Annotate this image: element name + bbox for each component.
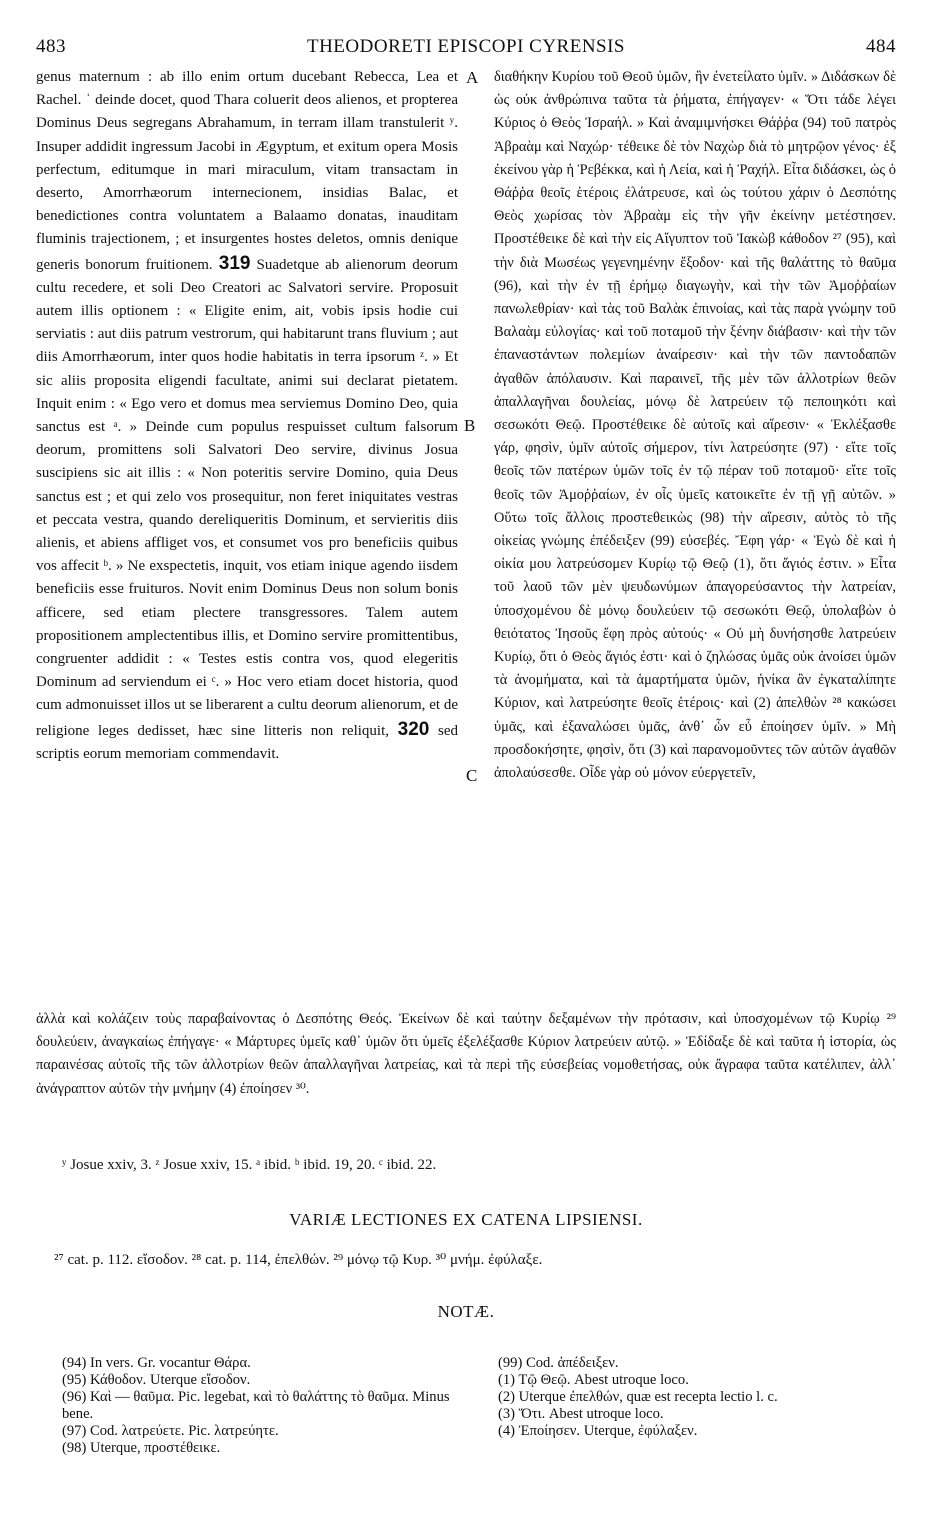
- margin-letter-c: C: [466, 766, 478, 785]
- page-number-left: 483: [36, 36, 66, 57]
- latin-column: [36, 66, 458, 766]
- margin-letter-b: B: [464, 416, 476, 435]
- note-98: (98) Uterque, προστέθεικε.: [62, 1440, 221, 1456]
- note-2: (2) Uterque ἐπελθών, quæ est recepta lectio l. c.: [498, 1389, 778, 1405]
- greek-column: [494, 66, 896, 785]
- notes-right-column: [498, 1355, 898, 1440]
- latin-text-2: Suadetque ab alienorum deorum cultu recedere, et soli Deo Creatori ac Salvatori servire. Proposuit autem illis optionem : « Eligite enim, ait, vobis ipsis hodie cui serviatis : aut diis patrum vestrorum, qui habitarunt trans fluvium ; aut diis Amorrhæorum, inter quos hodie habitatis in terra ipsorum ᶻ. » Et sic aliis proposita eligendi facultate, animi sui declarat pietatem. Inquit enim : « Ego vero et domus mea serviemus Domino Deo, quia sanctus est ᵃ. » Deinde cum populus respuisset cultum falsorum deorum, promittens soli Salvatori Deo servire, divinus Josua suscipiens sic ait illis : « Non poteritis servire Domino, quia Deus sanctus est ; et qui zelo vos prosequitur, non feret iniquitates vestras et peccata vestra, quando dereliqueritis Dominum, et servieritis diis alienis, et abiens affliget vos, et consumet vos pro beneficiis quibus vos affecit ᵇ. » Ne exspectetis, inquit, vos etiam inique agendo iisdem beneficiis esse fruituros. Novit enim Dominus Deus non solum bonis afficere, sed etiam plectere transgressores. Talem autem propositionem amplectentibus illis, et Domino servire promittentibus, congruenter addidit : « Testes estis contra vos, quod elegeritis Dominum ad serviendum ei ᶜ. » Hoc vero etiam docet historia, quod cum admonuisset illos ut se liberarent a cultu deorum alienorum, et de religione leges dedisset, hæc sine litteris non reliquit,: [36, 256, 459, 739]
- variae-lectiones: ²⁷ cat. p. 112. εἴσοδον. ²⁸ cat. p. 114, ἐπελθών. ²⁹ μόνῳ τῷ Κυρ. ³⁰ μνήμ. ἐφύλαξε.: [54, 1252, 543, 1268]
- latin-text-3: sed scriptis eorum memoriam commendavit.: [36, 722, 459, 762]
- running-title: THEODORETI EPISCOPI CYRENSIS: [306, 36, 626, 57]
- greek-continuation: ἀλλὰ καὶ κολάζειν τοὺς παραβαίνοντας ὁ Δεσπότης Θεός. Ἐκείνων δὲ καὶ ταύτην δεξαμένων τὴν πρότασιν, καὶ ὑποσχομένων τῷ Κυρίῳ ²⁹ δουλεύειν, ἀναγκαίως ἐπήγαγε· « Μάρτυρες ὑμεῖς καθ᾽ ὑμῶν ὅτι ὑμεῖς ἐξελέξασθε Κύριον λατρεύειν αὐτῷ. » Ἐδίδαξε δὲ καὶ ταῦτα ἡ ἱστορία, ὡς παραινέσας αὐτοῖς τῆς τῶν ἀλλοτρίων θεῶν ἀπαλλαγῆναι λατρείας, καὶ τὰ περὶ τῆς εὐσεβείας νομοθετήσας, οὐκ ἄγραφα ταῦτα κατέλιπεν, ἀλλ᾽ ἀνάγραπτον αὐτῶν τὴν μνήμην (4) ἐποίησεν ³⁰.: [36, 1011, 896, 1097]
- scripture-references: ʸ Josue xxiv, 3. ᶻ Josue xxiv, 15. ᵃ ibid. ᵇ ibid. 19, 20. ᶜ ibid. 22.: [62, 1157, 437, 1173]
- notes-left-column: [62, 1355, 482, 1457]
- note-99: (99) Cod. ἀπέδειξεν.: [498, 1355, 619, 1371]
- note-3: (3) Ὅτι. Abest utroque loco.: [498, 1406, 664, 1422]
- notae-heading: NOTÆ.: [437, 1302, 495, 1321]
- latin-text-1: genus maternum : ab illo enim ortum ducebant Rebecca, Lea et Rachel. ˈ deinde docet, quod Thara coluerit deos alienos, et propterea Dominus Deus segregans Abrahamum, in terram illam transtulerit ʸ. Insuper addidit ingressum Jacobi in Ægyptum, et exitum opera Mosis perfectum, editumque in mari miraculum, vitam transactam in deserto, Amorrhæorum internecionem, insidias Balac, et benedictiones contra voluntatem a Balaamo donatas, inauditam fluminis trajectionem, ; et insurgentes hostes deletos, omnis denique generis bonorum fruitionem.: [36, 69, 458, 273]
- variae-lectiones-heading: VARIÆ LECTIONES EX CATENA LIPSIENSI.: [289, 1210, 643, 1229]
- note-95: (95) Κάθοδον. Uterque εἴσοδον.: [62, 1372, 251, 1388]
- page-number-right: 484: [866, 36, 896, 57]
- greek-text: διαθήκην Κυρίου τοῦ Θεοῦ ὑμῶν, ἣν ἐνετείλατο ὑμῖν. » Διδάσκων δὲ ὡς οὐκ ἀνθρώπινα ταῦτα τὰ ῥήματα, ἐπήγαγεν· « Ὅτι τάδε λέγει Κύριος ὁ Θεὸς Ἰσραήλ. » Καὶ ἀναμιμνήσκει Θάῤῥα (94) τοῦ πατρὸς Ἀβραὰμ καὶ Ναχώρ· τέθεικε δὲ τὸν Ναχὼρ διὰ τὸ μητρῷον γένος· ἐξ ἐκείνου γὰρ ἡ Ῥεβέκκα, καὶ ἡ Λεία, καὶ ἡ Ῥαχήλ. Εἶτα διδάσκει, ὡς ὁ Θάῤῥα θεοῖς ἑτέροις ἐλάτρευσε, καὶ ὡς τούτου χάριν ὁ Δεσπότης Θεὸς χωρίσας τὸν Ἀβραὰμ εἰς τὴν γῆν ἐκείνην μετέστησεν. Προστέθεικε δὲ καὶ τὴν εἰς Αἴγυπτον τοῦ Ἰακὼβ κάθοδον ²⁷ (95), καὶ τὴν διὰ Μωσέως γεγενημένην ἔξοδον· καὶ τῆς θαλάττης τὸ θαῦμα (96), καὶ τὴν ἐν τῇ ἐρήμῳ διαγωγὴν, καὶ τὴν τῶν Ἀμοῤῥαίων πανωλεθρίαν· καὶ τὰς τοῦ Βαλὰκ ἐπινοίας, καὶ τὰς παρὰ γνώμην τοῦ Βαλαὰμ εὐλογίας· καὶ τοῦ ποταμοῦ τὴν ξένην διάβασιν· καὶ τὴν τῶν ἐπαναστάντων πολεμίων ἀναίρεσιν· καὶ τὴν τῶν παντοδαπῶν ἀγαθῶν ἀπόλαυσιν. Καὶ παραινεῖ, τῆς μὲν τῶν ἀλλοτρίων θεῶν ἀπαλλαγῆναι δουλείας, μόνῳ δὲ λατρεύειν τῷ πεποιηκότι καὶ σεσωκότι Θεῷ. Προστέθεικε δὲ αὐτοῖς καὶ αἵρεσιν· « Ἐκλέξασθε γάρ, φησὶν, ὑμῖν αὐτοῖς σήμερον, τίνι λατρεύσητε (97) · εἴτε τοῖς θεοῖς τῶν πατέρων ὑμῶν τοῖς ἐν τῷ πέραν τοῦ ποταμοῦ· εἴτε τοῖς θεοῖς τῶν Ἀμοῤῥαίων, ἐν οἷς ὑμεῖς κατοικεῖτε ἐν τῇ γῇ αὐτῶν. » Οὕτω τοῖς ἄλλοις προστεθεικὼς (98) τὴν αἵρεσιν, αὐτὸς τὸ τῆς οἰκείας γνώμης ἐπέδειξεν (99) εὐσεβές. Ἔφη γάρ· « Ἐγὼ δὲ καὶ ἡ οἰκία μου λατρεύσομεν Κυρίῳ τῷ Θεῷ (1), ὅτι ἅγιός ἐστιν. » Εἶτα τοῦ λαοῦ τῶν μὲν ψευδωνύμων ἀπαγορεύσαντος τὴν λατρείαν, ὑποσχομένου δὲ μόνῳ δουλεύειν τῷ σεσωκότι Θεῷ, ὑπολαβὼν ὁ θειότατος Ἰησοῦς ἔφη πρὸς αὐτούς· « Οὐ μὴ δυνήσησθε λατρεύειν Κυρίῳ, ὅτι ὁ Θεὸς ἅγιός ἐστι· καὶ ὁ ζηλώσας ὑμᾶς οὐκ ἀνοίσει ὑμῶν τὰ ἀνομήματα, καὶ τὰ ἁμαρτήματα ὑμῶν, ἡνίκα ἂν ἐγκαταλίπητε Κύριον, καὶ λατρεύσητε θεοῖς ἑτέροις· καὶ (2) ἀπελθὼν ²⁸ κακώσει ὑμᾶς, καὶ ἐξαναλώσει ὑμᾶς, ἀνθ᾽ ὧν εὖ ἐποίησεν ὑμῖν. » Μὴ προσδοκήσητε, φησὶν, ὅτι (3) καὶ παρανομοῦντες τῶν αὐτῶν ἀγαθῶν ἀπολαύσεσθε. Οἶδε γὰρ οὐ μόνον εὐεργετεῖν,: [494, 69, 896, 782]
- section-number-319: 319: [218, 252, 251, 274]
- note-96: (96) Καὶ — θαῦμα. Pic. legebat, καὶ τὸ θαλάττης τὸ θαῦμα. Minus bene.: [62, 1389, 450, 1422]
- running-header: [36, 36, 896, 64]
- section-number-320: 320: [397, 718, 430, 740]
- note-97: (97) Cod. λατρεύετε. Pic. λατρεύητε.: [62, 1423, 279, 1439]
- note-4: (4) Ἐποίησεν. Uterque, ἐφύλαξεν.: [498, 1423, 698, 1439]
- margin-letter-a: A: [466, 68, 479, 87]
- note-94: (94) In vers. Gr. vocantur Θάρα.: [62, 1355, 251, 1371]
- note-1: (1) Τῷ Θεῷ. Abest utroque loco.: [498, 1372, 689, 1388]
